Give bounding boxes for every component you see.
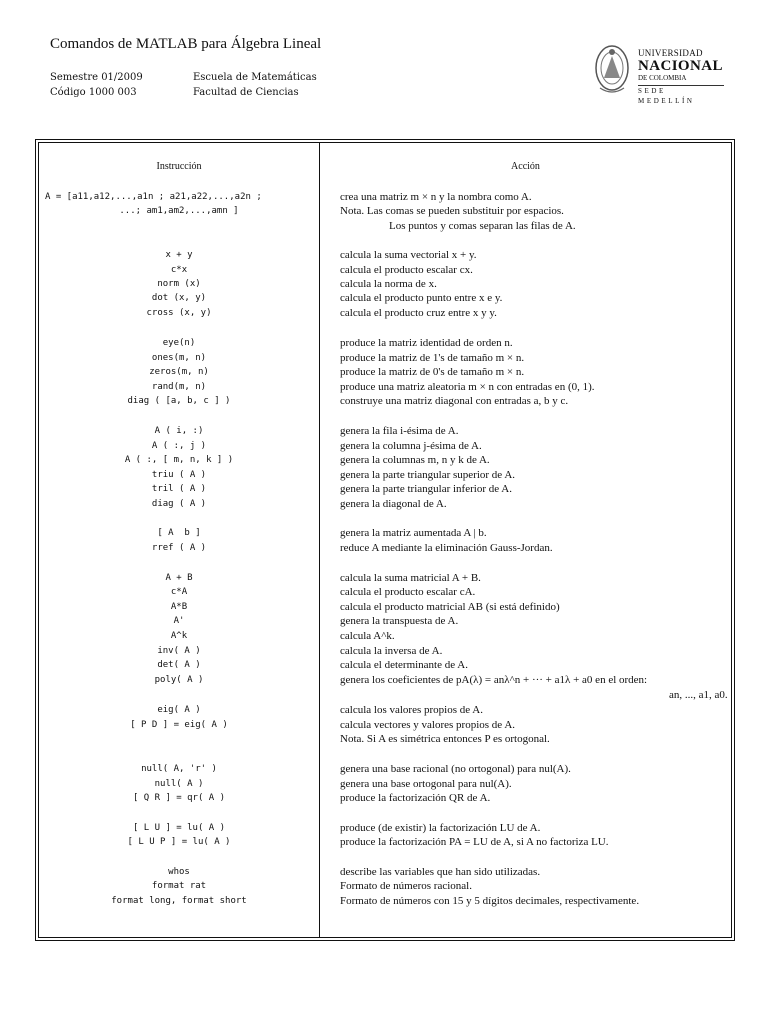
command-cell: dot (x, y) (151, 293, 207, 303)
action-cell: genera una base ortogonal para nul(A). (340, 778, 512, 790)
table-row (39, 277, 731, 292)
table-row (39, 248, 731, 263)
logo-line-4: SEDE MEDELLÍN (638, 85, 724, 106)
action-cell: produce (de existir) la factorización LU de A. (340, 822, 541, 834)
table-row (39, 526, 731, 541)
action-cell: calcula la suma vectorial x + y. (340, 249, 477, 261)
school-name: Escuela de Matemáticas (193, 72, 317, 83)
command-cell: triu ( A ) (151, 470, 207, 480)
command-cell: null( A ) (154, 779, 204, 789)
command-cell: eig( A ) (157, 705, 201, 715)
table-row (39, 777, 731, 792)
table-row (39, 204, 731, 219)
command-cell: whos (168, 867, 190, 877)
table-row (39, 439, 731, 454)
command-cell: [ L U ] = lu( A ) (132, 823, 226, 833)
action-cell: calcula la suma matricial A + B. (340, 572, 481, 584)
table-row (39, 658, 731, 673)
table-row (39, 219, 731, 234)
action-cell: calcula el producto escalar cA. (340, 586, 476, 598)
action-cell: describe las variables que han sido utilizadas. (340, 866, 541, 878)
action-cell: genera la parte triangular superior de A. (340, 469, 516, 481)
command-cell: poly( A ) (154, 675, 204, 685)
table-row (39, 791, 731, 806)
command-cell: A^k (170, 631, 188, 641)
action-cell: genera la columnas m, n y k de A. (340, 454, 490, 466)
action-cell: genera la fila i-ésima de A. (340, 425, 459, 437)
table-row (39, 879, 731, 894)
action-cell: calcula A^k. (340, 630, 395, 642)
table-row (39, 644, 731, 659)
table-row (39, 190, 731, 205)
action-cell: produce la factorización PA = LU de A, si A no factoriza LU. (340, 836, 609, 848)
table-row (39, 835, 731, 850)
table-row (39, 821, 731, 836)
table-row (39, 894, 731, 909)
table-row (39, 263, 731, 278)
table-row (39, 365, 731, 380)
action-cell: an, ..., a1, a0. (669, 689, 728, 701)
table-row (39, 629, 731, 644)
command-cell: A ( :, j ) (151, 441, 207, 451)
action-cell: produce una matriz aleatoria m × n con entradas en (0, 1). (340, 381, 595, 393)
table-row (39, 762, 731, 777)
instruction-header: Instrucción (156, 161, 202, 172)
action-cell: calcula el producto cruz entre x y y. (340, 307, 497, 319)
commands-table (35, 139, 735, 941)
action-cell: genera la transpuesta de A. (340, 615, 459, 627)
action-header: Acción (511, 161, 540, 172)
faculty-name: Facultad de Ciencias (193, 87, 299, 98)
command-cell: format rat (151, 881, 207, 891)
action-cell: calcula la norma de x. (340, 278, 437, 290)
command-cell: [ A b ] (157, 528, 201, 538)
logo-line-1: UNIVERSIDAD (638, 48, 703, 58)
command-cell: A + B (165, 573, 193, 583)
action-cell: genera los coeficientes de pA(λ) = anλ^n + ··· + a1λ + a0 en el orden: (340, 674, 648, 686)
command-cell: null( A, 'r' ) (141, 764, 217, 774)
command-cell: [ Q R ] = qr( A ) (132, 793, 226, 803)
command-cell: norm (x) (157, 279, 201, 289)
command-cell: ones(m, n) (151, 353, 207, 363)
table-row (39, 673, 731, 688)
table-row (39, 424, 731, 439)
command-cell: A ( i, :) (154, 426, 204, 436)
action-cell: Formato de números racional. (340, 880, 472, 892)
table-row (39, 497, 731, 512)
action-cell: Los puntos y comas separan las filas de A. (389, 220, 576, 232)
command-cell: diag ( [a, b, c ] ) (127, 396, 231, 406)
table-row (39, 468, 731, 483)
command-cell: det( A ) (157, 660, 201, 670)
table-row (39, 732, 731, 747)
action-cell: produce la matriz de 1's de tamaño m × n. (340, 352, 525, 364)
action-cell: calcula el producto matricial AB (si está definido) (340, 601, 560, 613)
command-cell: [ P D ] = eig( A ) (130, 720, 228, 730)
command-cell: c*x (170, 265, 188, 275)
table-row (39, 394, 731, 409)
logo-line-3: DE COLOMBIA (638, 74, 687, 82)
commands-table-inner (38, 142, 732, 938)
action-cell: calcula vectores y valores propios de A. (340, 719, 516, 731)
command-cell: eye(n) (162, 338, 196, 348)
table-row (39, 351, 731, 366)
command-cell: [ L U P ] = lu( A ) (127, 837, 231, 847)
page-title: Comandos de MATLAB para Álgebra Lineal (50, 36, 322, 52)
command-cell: rref ( A ) (151, 543, 207, 553)
action-cell: calcula la inversa de A. (340, 645, 443, 657)
action-cell: produce la factorización QR de A. (340, 792, 491, 804)
table-row (39, 291, 731, 306)
table-row (39, 600, 731, 615)
command-cell: inv( A ) (157, 646, 201, 656)
command-cell: A' (173, 616, 185, 626)
action-cell: produce la matriz de 0's de tamaño m × n. (340, 366, 525, 378)
table-row (39, 718, 731, 733)
table-row (39, 571, 731, 586)
command-cell: tril ( A ) (151, 484, 207, 494)
action-cell: Formato de números con 15 y 5 dígitos decimales, respectivamente. (340, 895, 640, 907)
table-row (39, 585, 731, 600)
semester-label: Semestre 01/2009 (50, 72, 143, 83)
command-cell: A = [a11,a12,...,a1n ; a21,a22,...,a2n ; (45, 192, 262, 202)
table-row (39, 688, 731, 703)
action-cell: construye una matriz diagonal con entradas a, b y c. (340, 395, 569, 407)
university-seal-icon (592, 38, 632, 98)
action-cell: calcula los valores propios de A. (340, 704, 483, 716)
command-cell: zeros(m, n) (149, 367, 209, 377)
course-info (50, 70, 143, 100)
command-cell: rand(m, n) (151, 382, 207, 392)
command-cell: A*B (170, 602, 188, 612)
table-row (39, 703, 731, 718)
table-row (39, 541, 731, 556)
action-cell: genera la diagonal de A. (340, 498, 447, 510)
school-info (193, 70, 317, 100)
action-cell: Nota. Las comas se pueden substituir por espacios. (340, 205, 564, 217)
action-cell: Nota. Si A es simétrica entonces P es ortogonal. (340, 733, 550, 745)
university-logo (592, 38, 724, 105)
action-cell: calcula el determinante de A. (340, 659, 468, 671)
action-cell: genera la columna j-ésima de A. (340, 440, 482, 452)
command-cell: ...; am1,am2,...,amn ] (119, 206, 239, 216)
command-cell: cross (x, y) (146, 308, 212, 318)
command-cell: A ( :, [ m, n, k ] ) (124, 455, 234, 465)
table-row (39, 482, 731, 497)
action-cell: crea una matriz m × n y la nombra como A. (340, 191, 532, 203)
action-cell: genera la parte triangular inferior de A. (340, 483, 512, 495)
table-row (39, 380, 731, 395)
action-cell: genera la matriz aumentada A | b. (340, 527, 487, 539)
table-row (39, 614, 731, 629)
action-cell: produce la matriz identidad de orden n. (340, 337, 513, 349)
command-cell: c*A (170, 587, 188, 597)
table-row (39, 453, 731, 468)
logo-line-2: NACIONAL (638, 58, 723, 74)
table-row (39, 336, 731, 351)
action-cell: calcula el producto punto entre x e y. (340, 292, 503, 304)
command-cell: format long, format short (111, 896, 247, 906)
course-code: Código 1000 003 (50, 87, 137, 98)
table-row (39, 865, 731, 880)
command-cell: x + y (165, 250, 193, 260)
table-row (39, 306, 731, 321)
action-cell: calcula el producto escalar cx. (340, 264, 473, 276)
action-cell: reduce A mediante la eliminación Gauss-Jordan. (340, 542, 553, 554)
command-cell: diag ( A ) (151, 499, 207, 509)
action-cell: genera una base racional (no ortogonal) para nul(A). (340, 763, 571, 775)
